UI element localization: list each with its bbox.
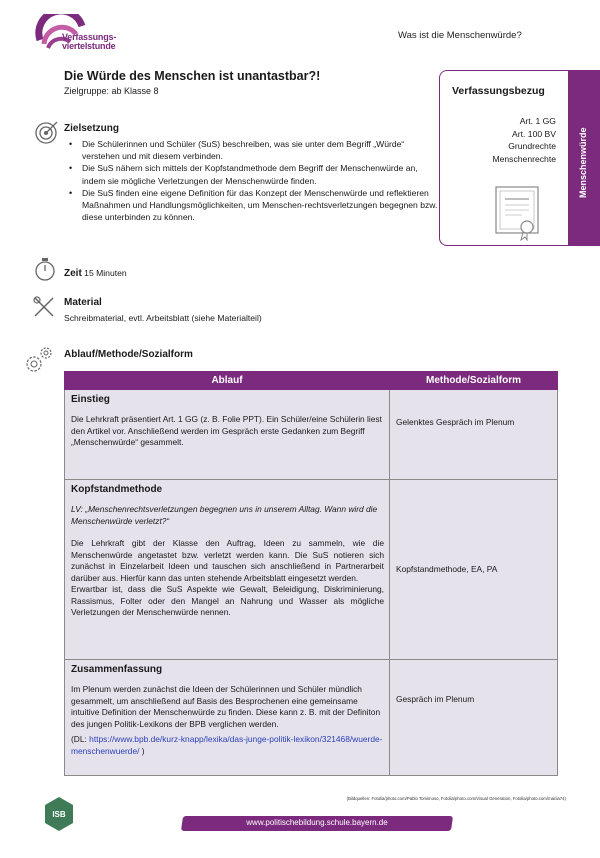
row-title: Einstieg bbox=[71, 394, 110, 405]
material-value: Schreibmaterial, evtl. Arbeitsblatt (siehe Materialteil) bbox=[64, 313, 262, 323]
zeit-value: 15 Minuten bbox=[84, 268, 127, 278]
methode-cell: Gelenktes Gespräch im Plenum bbox=[390, 390, 558, 480]
row-lv-question: LV: „Menschenrechtsverletzungen begegnen uns in unserem Alltag. Wann wird die Menschenwürde verletzt?“ bbox=[71, 504, 378, 526]
zeit-heading: Zeit bbox=[64, 268, 82, 279]
isb-logo-icon bbox=[44, 796, 74, 832]
list-item: • Die SuS finden eine eigene Definition für das Konzept der Menschenwürde und reflektieren Maßnahmen und Handlungsmöglichkeiten, um Menschen-rechtsverletzungen begegnen bzw. diese unterbinden zu können. bbox=[68, 187, 438, 224]
page-title: Die Würde des Menschen ist unantastbar?! bbox=[64, 69, 321, 83]
ablauf-cell bbox=[65, 480, 390, 660]
row-text-2: Erwartbar ist, dass die SuS Aspekte wie Gewalt, Beleidigung, Diskriminierung, Rassismus, Folter oder den Mangel an Nahrung und Wasser als mögliche Verletzungen der Menschenwürde nennen. bbox=[71, 584, 384, 617]
zielsetzung-list bbox=[68, 138, 438, 223]
bpb-link[interactable]: https://www.bpb.de/kurz-knapp/lexika/das-junge-politik-lexikon/321468/wuerde-menschenwuerde/ bbox=[71, 734, 383, 756]
target-group: Zielgruppe: ab Klasse 8 bbox=[64, 86, 159, 96]
logo-line2: viertelstunde bbox=[62, 41, 116, 51]
zeit-row bbox=[64, 267, 127, 280]
list-item: • Die SuS nähern sich mittels der Kopfstandmethode dem Begriff der Menschenwürde an, indem sie mögliche Verletzungen der Menschenwürde finden. bbox=[68, 162, 438, 186]
column-header-ablauf: Ablauf bbox=[65, 372, 390, 390]
verfassungsbezug-line: Grundrechte bbox=[508, 141, 556, 151]
column-header-methode: Methode/Sozialform bbox=[390, 372, 558, 390]
logo-text bbox=[62, 33, 116, 51]
side-tab-label: Menschenwürde bbox=[578, 127, 588, 198]
table-row bbox=[65, 480, 558, 660]
ablauf-heading: Ablauf/Methode/Sozialform bbox=[64, 349, 193, 360]
tools-icon bbox=[32, 295, 56, 319]
header-topic: Was ist die Menschenwürde? bbox=[398, 30, 522, 41]
ablauf-cell bbox=[65, 660, 390, 776]
verfassungsbezug-line: Art. 100 BV bbox=[512, 128, 556, 139]
row-text: Die Lehrkraft präsentiert Art. 1 GG (z. B. Folie PPT). Ein Schüler/eine Schülerin liest den Artikel vor. Anschließend werden im Gespräch erste Gedanken zum Begriff „Menschenwürde“ gesammelt. bbox=[71, 414, 382, 447]
verfassungsbezug-title: Verfassungsbezug bbox=[452, 85, 545, 97]
logo-line1: Verfassungs- bbox=[62, 32, 117, 42]
isb-logo-text: ISB bbox=[52, 810, 66, 819]
methode-cell: Kopfstandmethode, EA, PA bbox=[390, 480, 558, 660]
dl-suffix: ) bbox=[139, 745, 145, 756]
row-text: Die Lehrkraft gibt der Klasse den Auftrag, Ideen zu sammeln, wie die Menschenwürde angetastet bzw. verletzt werden kann. Die SuS notieren sich zunächst in Einzelarbeit Ideen und tauschen sich anschließend in Partnerarbeit darüber aus. Hierfür kann das unten stehende Arbeitsblatt eingesetzt werden. bbox=[71, 538, 384, 583]
zielsetzung-heading: Zielsetzung bbox=[64, 123, 120, 134]
methode-cell: Gespräch im Plenum bbox=[390, 660, 558, 776]
row-title: Zusammenfassung bbox=[71, 664, 163, 675]
material-heading: Material bbox=[64, 297, 102, 308]
dl-line bbox=[71, 734, 384, 757]
row-text: Im Plenum werden zunächst die Ideen der Schülerinnen und Schüler mündlich gesammelt, um anschließend auf Basis des Besprochenen eine gemeinsame intuitive Definition der Menschenwürde zu finden. Diese kann z. B. mit der Definiton des jungen Politik-Lexikons der BPB verglichen werden. bbox=[71, 684, 381, 729]
target-icon bbox=[34, 120, 60, 144]
verfassungsbezug-line: Art. 1 GG bbox=[519, 116, 556, 126]
row-title: Kopfstandmethode bbox=[71, 484, 163, 495]
verfassungsbezug-line: Menschenrechte bbox=[492, 153, 556, 164]
table-row bbox=[65, 390, 558, 480]
image-credit: (Bildquellen: Fotolia/photo.com/Pablo Tomimoso, Fotolia/photo.com/Visual Generation, Fotolia/photo.com/mariia74) bbox=[346, 796, 566, 801]
dl-prefix: (DL: bbox=[71, 734, 90, 744]
ablauf-table bbox=[64, 371, 558, 776]
gears-icon bbox=[24, 344, 56, 374]
stopwatch-icon bbox=[34, 256, 56, 282]
footer-url[interactable]: www.politischebildung.schule.bayern.de bbox=[246, 818, 388, 827]
list-item: • Die Schülerinnen und Schüler (SuS) beschreiben, was sie unter dem Begriff „Würde“ verstehen und mit diesem verbinden. bbox=[68, 138, 438, 162]
ablauf-cell bbox=[65, 390, 390, 480]
table-header-row bbox=[65, 372, 558, 390]
certificate-icon bbox=[492, 185, 542, 241]
table-row bbox=[65, 660, 558, 776]
verfassungsbezug-lines bbox=[492, 115, 556, 165]
